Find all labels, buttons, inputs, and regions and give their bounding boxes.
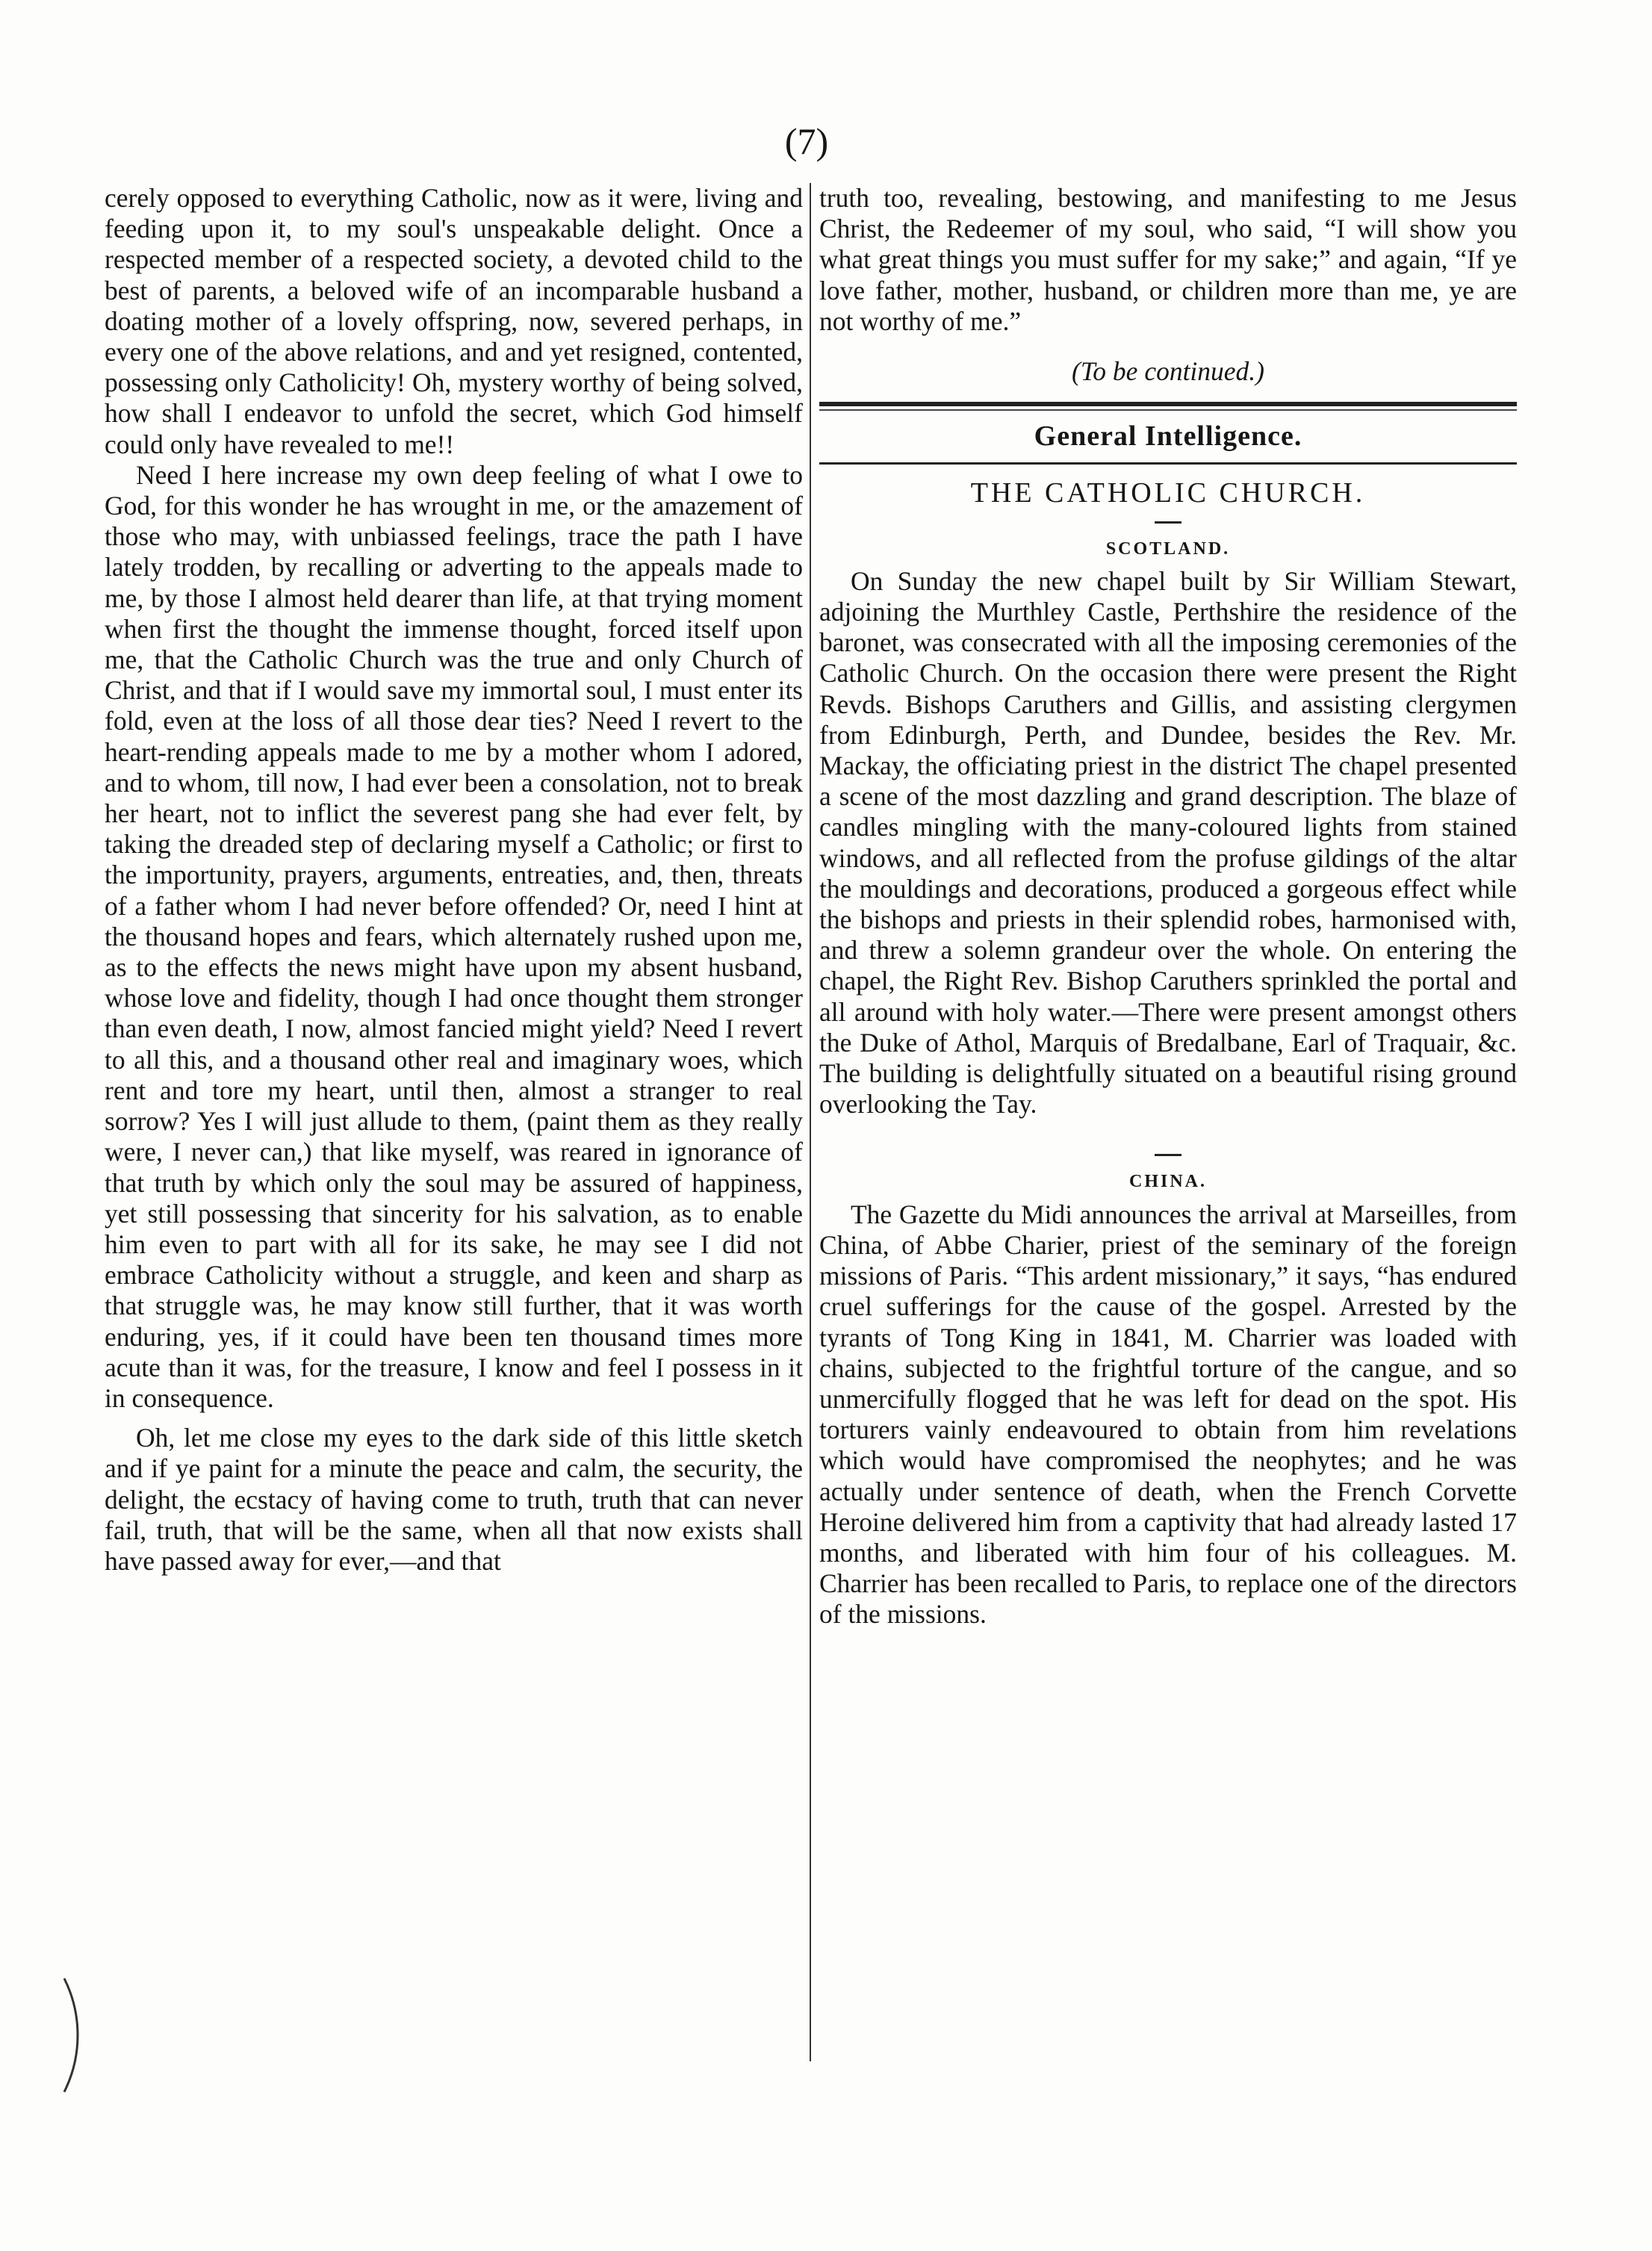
section-rule	[819, 402, 1517, 406]
column-divider	[810, 183, 811, 2061]
dash-divider	[1155, 1154, 1181, 1156]
article-title: THE CATHOLIC CHURCH.	[970, 477, 1366, 509]
right-column	[819, 183, 1517, 1630]
subheading-china: CHINA.	[1128, 1172, 1207, 1192]
section-heading: General Intelligence.	[1034, 420, 1302, 453]
article-paragraph: The Gazette du Midi announces the arrival at Marseilles, from China, of Abbe Charier, priest of the seminary of the foreign missions of Paris. “This ardent missionary,” it says, “has endured cruel sufferings for the cause of the gospel. Arrested by the tyrants of Tong King in 1841, M. Charrier was loaded with chains, subjected to the frightful torture of the cangue, and so unmercifully flogged that he was left for dead on the spot. His torturers vainly endeavoured to obtain from him revelations which would have compromised the neophytes; and he was actually under sentence of death, when the French Corvette Heroine delivered him from a captivity that had already lasted 17 months, and liberated with him four of his colleagues. M. Charrier has been recalled to Paris, to replace one of the directors of the missions.	[819, 1199, 1517, 1630]
left-column	[105, 183, 803, 1577]
dash-divider	[1155, 521, 1181, 524]
article-paragraph: cerely opposed to everything Catholic, now as it were, living and feeding upon it, to my soul's unspeakable delight. Once a respected member of a respected society, a devoted child to the best of parents, a beloved wife of an incomparable husband a doating mother of a lovely offspring, now, severed perhaps, in every one of the above relations, and and yet resigned, contented, possessing only Catholicity! Oh, mystery worthy of being solved, how shall I endeavor to unfold the secret, which God himself could only have revealed to me!!	[105, 183, 803, 459]
margin-bracket-mark	[61, 1975, 84, 2095]
to-be-continued: (To be continued.)	[1072, 356, 1264, 387]
article-paragraph: Need I here increase my own deep feeling of what I owe to God, for this wonder he has wrought in me, or the amazement of those who may, with unbiassed feelings, trace the path I have lately trodden, by recalling or adverting to the appeals made to me, by those I almost held dearer than life, at that trying moment when first the thought the immense thought, forced itself upon me, that the Catholic Church was the true and only Church of Christ, and that if I would save my immortal soul, I must enter its fold, even at the loss of all those dear ties? Need I revert to the heart-rending appeals made to me by a mother whom I adored, and to whom, till now, I had ever been a consolation, not to break her heart, not to inflict the severest pang she had ever felt, by taking the dreaded step of declaring myself a Catholic; or first to the importunity, prayers, arguments, entreaties, and, then, threats of a father whom I had never before offended? Or, need I hint at the thousand hopes and fears, which alternately rushed upon me, as to the effects the news might have upon my absent husband, whose love and fidelity, though I had once thought them stronger than even death, I now, almost fancied might yield? Need I revert to all this, and a thousand other real and imaginary woes, which rent and tore my heart, until then, almost a stranger to real sorrow? Yes I will just allude to them, (paint them as they really were, I never can,) that like myself, was reared in ignorance of that truth by which only the soul may be assured of happiness, yet still possessing that sincerity for his salvation, as to enable him even to part with all for its sake, he may see I did not embrace Catholicity without a struggle, and keen and sharp as that struggle was, he may know still further, that it was worth enduring, yes, if it could have been ten thousand times more acute than it was, for the treasure, I know and feel I possess in it in consequence.	[105, 459, 803, 1413]
article-paragraph: On Sunday the new chapel built by Sir William Stewart, adjoining the Murthley Castle, Perthshire the residence of the baronet, was consecrated with all the imposing ceremonies of the Catholic Church. On the occasion there were present the Right Revds. Bishops Caruthers and Gillis, and assisting clergymen from Edinburgh, Perth, and Dundee, besides the Rev. Mr. Mackay, the officiating priest in the district The chapel presented a scene of the most dazzling and grand description. The blaze of candles mingling with the many-coloured lights from stained windows, and all reflected from the profuse gildings of the altar the mouldings and decorations, produced a gorgeous effect while the bishops and priests in their splendid robes, harmonised with, and threw a solemn grandeur over the whole. On entering the chapel, the Right Rev. Bishop Caruthers sprinkled the portal and all around with holy water.—There were present amongst others the Duke of Athol, Marquis of Bredalbane, Earl of Traquair, &c. The building is delightfully situated on a beautiful rising ground overlooking the Tay.	[819, 565, 1517, 1120]
page-number: (7)	[784, 120, 829, 162]
section-rule	[819, 462, 1517, 465]
section-rule	[819, 409, 1517, 411]
subheading-scotland: SCOTLAND.	[1105, 538, 1231, 559]
article-paragraph: Oh, let me close my eyes to the dark side of this little sketch and if ye paint for a minute the peace and calm, the security, the delight, the ecstacy of having come to truth, truth that can never fail, truth, that will be the same, when all that now exists shall have passed away for ever,—and that	[105, 1423, 803, 1576]
article-paragraph: truth too, revealing, bestowing, and manifesting to me Jesus Christ, the Redeemer of my soul, who said, “I will show you what great things you must suffer for my sake;” and again, “If ye love father, mother, husband, or children more than me, ye are not worthy of me.”	[819, 183, 1517, 336]
